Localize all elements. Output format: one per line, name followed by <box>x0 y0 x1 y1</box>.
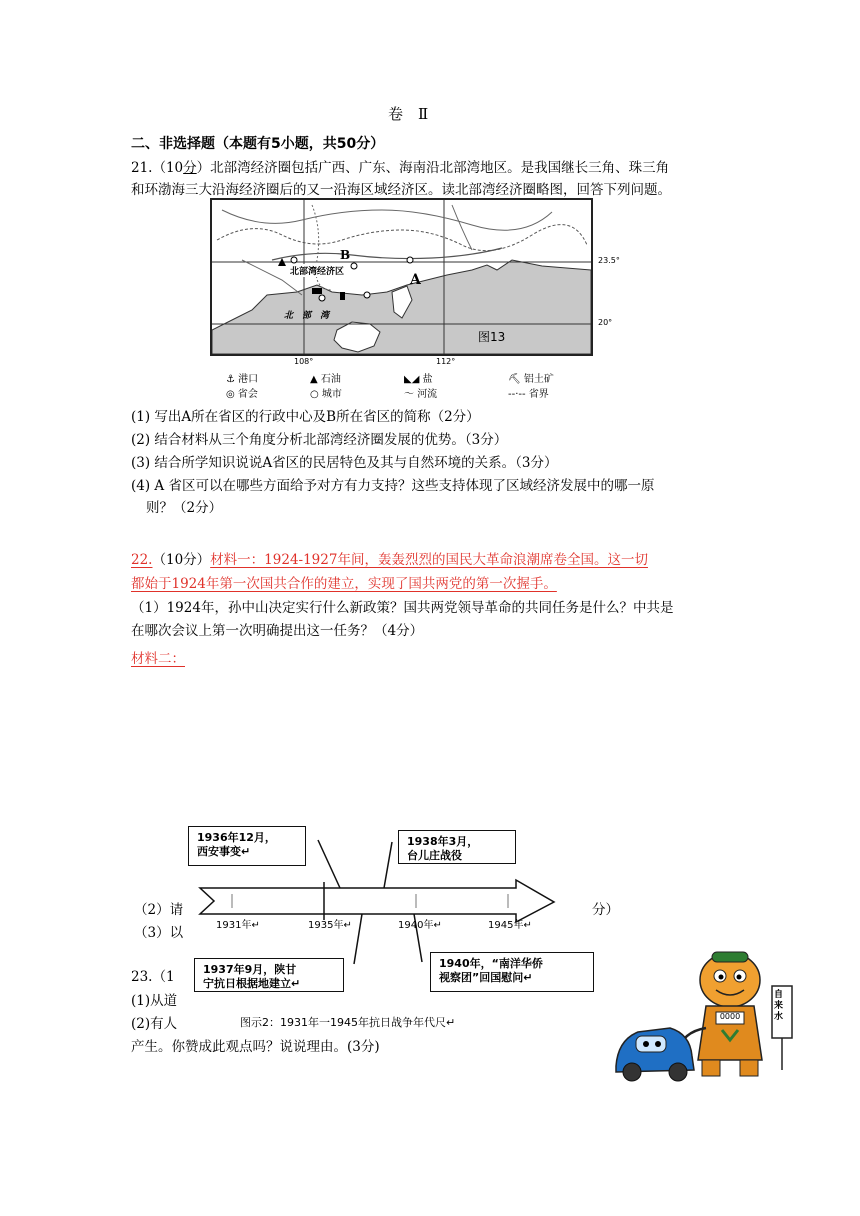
q21-sub4-line2: 则？（2分） <box>146 500 223 516</box>
timeline-box-overseas-chinese: 1940年，“南洋华侨 视察团”回国慰问↵ <box>430 952 594 992</box>
q22-sub2-partial: （2）请 <box>134 902 184 918</box>
q21-sub1: (1) 写出A所在省区的行政中心及B所在省区的简称（2分） <box>131 409 480 425</box>
tick-1940: 1940年↵ <box>398 920 442 931</box>
q21-intro: ）北部湾经济圈包括广西、广东、海南沿北部湾地区。是我国继长三角、珠三角 <box>196 160 670 176</box>
q21-num: 21.（10 <box>131 160 184 176</box>
map-lon-108: 108° <box>294 357 314 366</box>
beibu-gulf-map <box>210 198 593 356</box>
legend-city: ○ 城市 <box>310 389 342 400</box>
q22-line2: 都始于1924年第一次国共合作的建立，实现了国共两党的第一次握手。 <box>131 576 557 592</box>
timeline-box-shaanganning: 1937年9月，陕甘 宁抗日根据地建立↵ <box>194 958 344 992</box>
legend-capital: ◎ 省会 <box>226 389 258 400</box>
q22-material2: 材料二： <box>131 651 185 667</box>
river-icon: 〜 <box>404 389 414 400</box>
legend-border: --·-- 省界 <box>508 389 549 400</box>
q23-num-partial: 23.（1 <box>131 969 175 985</box>
q22-sub2-tail: 分） <box>592 902 619 918</box>
section-heading: 二、非选择题（本题有5小题，共50分） <box>131 136 385 152</box>
legend-river: 〜 河流 <box>404 389 438 400</box>
q21-score: 分 <box>183 160 197 176</box>
pump-display: 0000 <box>719 1012 741 1021</box>
map-lat-20: 20° <box>598 318 613 327</box>
map-lon-112: 112° <box>436 357 456 366</box>
mine-icon: ⛏ <box>508 374 521 385</box>
q23-sub1-partial: (1)从道 <box>131 993 178 1009</box>
map-legend <box>226 368 586 400</box>
capital-icon: ◎ <box>226 389 235 400</box>
q23-sub2-partial: (2)有人 <box>131 1016 178 1032</box>
city-icon: ○ <box>310 389 319 400</box>
oil-rig-icon: ▲ <box>310 374 318 385</box>
timeline-box-xian-incident: 1936年12月， 西安事变↵ <box>188 826 306 866</box>
map-figure-label: 图13 <box>478 330 506 344</box>
legend-bauxite: ⛏ 铝土矿 <box>508 374 554 385</box>
map-label-b: B <box>340 248 351 262</box>
cartoon-illustration <box>612 948 808 1084</box>
timeline-box-taierzhuang: 1938年3月， 台儿庄战役 <box>398 830 516 864</box>
q22-sub1-line1: （1）1924年，孙中山决定实行什么新政策？国共两党领导革命的共同任务是什么？中共是 <box>131 600 674 616</box>
tap-water-sign: 自来水 <box>774 990 784 1022</box>
q22-sub3-partial: （3）以 <box>134 925 184 941</box>
legend-port: ⚓ 港口 <box>226 374 259 385</box>
q22-score: （10分） <box>152 552 211 568</box>
legend-salt: ◣◢ 盐 <box>404 374 433 385</box>
map-lat-23: 23.5° <box>598 256 620 265</box>
q22-sub1-line2: 在哪次会议上第一次明确提出这一任务？（4分） <box>131 623 424 639</box>
q22-material1: 材料一：1924-1927年间，轰轰烈烈的国民大革命浪潮席卷全国。这一切 <box>210 552 648 568</box>
map-label-sea: 北 部 湾 <box>284 311 330 321</box>
map-label-economic-zone: 北部湾经济区 <box>290 264 344 277</box>
legend-oil: ▲ 石油 <box>310 374 341 385</box>
q21-line2: 和环渤海三大沿海经济圈后的又一沿海区域经济区。读北部湾经济圈略图，回答下列问题。 <box>131 182 671 198</box>
q21-sub4-line1: (4) A 省区可以在哪些方面给予对方有力支持？这些支持体现了区域经济发展中的哪一原 <box>131 478 655 494</box>
map-svg <box>212 200 591 354</box>
timeline-caption: 图示2：1931年一1945年抗日战争年代尺↵ <box>240 1016 456 1029</box>
page-title: 卷 Ⅱ <box>388 105 429 123</box>
anchor-icon: ⚓ <box>226 374 235 385</box>
q21-sub3: (3) 结合所学知识说说A省区的民居特色及其与自然环境的关系。（3分） <box>131 455 558 471</box>
tick-1935: 1935年↵ <box>308 920 352 931</box>
q21-sub2: (2) 结合材料从三个角度分析北部湾经济圈发展的优势。（3分） <box>131 432 508 448</box>
q21-line1 <box>131 157 669 179</box>
tick-1931: 1931年↵ <box>216 920 260 931</box>
q23-line3: 产生。你赞成此观点吗？说说理由。(3分) <box>131 1039 380 1055</box>
salt-icon: ◣◢ <box>404 374 420 385</box>
q22-num: 22. <box>131 552 153 568</box>
timeline-figure <box>186 822 606 1034</box>
tick-1945: 1945年↵ <box>488 920 532 931</box>
border-icon: --·-- <box>508 389 526 400</box>
q22-line1 <box>131 549 648 571</box>
map-label-a: A <box>410 272 421 288</box>
